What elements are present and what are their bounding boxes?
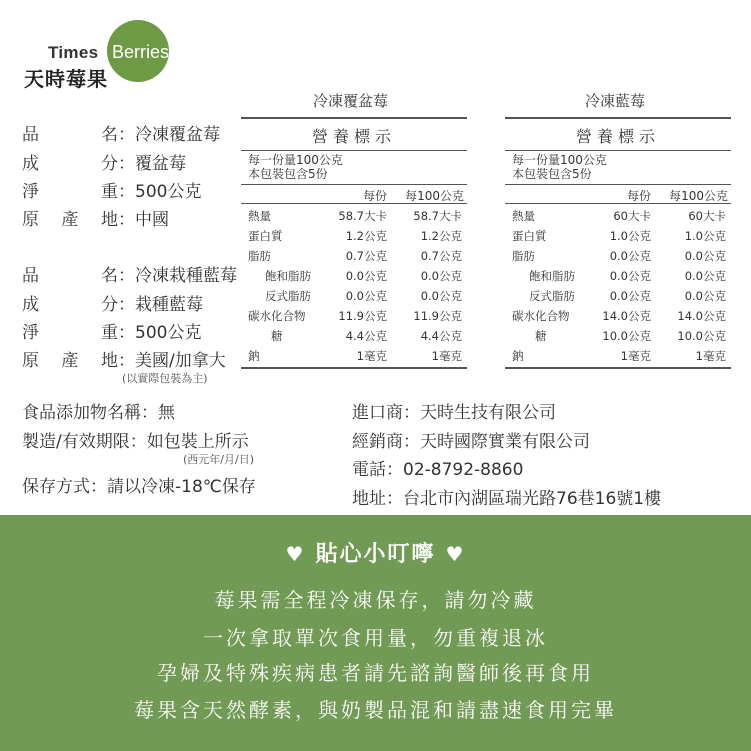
nutrient-value-per-100g: 0.0公克 (684, 249, 726, 263)
info-value: ：冷凍覆盆莓 (118, 125, 220, 145)
nutrient-name: 碳水化合物 (248, 309, 306, 323)
tip-line: 莓果含天然酵素，與奶製品混和請盡速食用完畢 (134, 698, 617, 722)
table-rule (505, 203, 731, 204)
nutrient-value-per-100g: 14.0公克 (677, 309, 726, 323)
table-rule (241, 150, 467, 151)
info-label: 品名 (22, 125, 118, 145)
nutrient-value-per-serving: 1.0公克 (609, 229, 651, 243)
product1-origin-row (22, 205, 169, 230)
nutrient-value-per-100g: 0.0公克 (684, 269, 726, 283)
additives-text: 食品添加物名稱：無 (22, 403, 175, 423)
nutrient-value-per-100g: 0.7公克 (420, 249, 462, 263)
nutrition-row (241, 286, 467, 305)
nutrient-value-per-serving: 4.4公克 (345, 329, 387, 343)
table-rule (505, 117, 731, 119)
nutrient-value-per-100g: 11.9公克 (413, 309, 462, 323)
table-rule (241, 367, 467, 369)
nutrition-row (241, 246, 467, 265)
info-label: 成分 (22, 295, 118, 315)
nutrient-value-per-100g: 4.4公克 (420, 329, 462, 343)
phone-text: 電話：02-8792-8860 (352, 460, 524, 480)
nutrient-name: 糖 (535, 329, 547, 343)
product2-name-row (22, 261, 237, 286)
nutrition-row (241, 346, 467, 365)
table1-product-title: 冷凍覆盆莓 (313, 92, 389, 110)
info-label: 品名 (22, 266, 118, 286)
nutrient-name: 反式脂肪 (529, 289, 575, 303)
nutrition-row (505, 346, 731, 365)
nutrition-row (505, 226, 731, 245)
heart-icon: ♥ (285, 542, 306, 566)
nutrient-value-per-serving: 0.0公克 (609, 269, 651, 283)
product1-name-row (22, 120, 220, 145)
nutrient-value-per-serving: 0.0公克 (345, 289, 387, 303)
nutrient-name: 飽和脂肪 (265, 269, 311, 283)
serving-size: 每一份量100公克 (248, 153, 343, 167)
tips-title: 貼心小叮嚀 (315, 542, 436, 567)
tip-line: 莓果需全程冷凍保存，請勿冷藏 (214, 588, 537, 612)
expiry-format-note: (西元年/月/日) (183, 453, 254, 466)
nutrition-row (505, 246, 731, 265)
nutrient-value-per-100g: 0.0公克 (684, 289, 726, 303)
nutrient-value-per-serving: 1毫克 (620, 349, 651, 363)
nutrient-name: 熱量 (512, 209, 535, 223)
column-per-serving: 每份 (626, 189, 651, 203)
table2-product-title: 冷凍藍莓 (585, 92, 646, 110)
nutrient-name: 脂肪 (512, 249, 535, 263)
table-rule (505, 184, 731, 185)
nutrition-row (505, 306, 731, 325)
info-value: ：覆盆莓 (118, 154, 186, 174)
nutrient-value-per-serving: 58.7大卡 (338, 209, 387, 223)
nutrient-name: 飽和脂肪 (529, 269, 575, 283)
package-note: (以實際包裝為主) (122, 372, 208, 385)
info-value: ：500公克 (118, 182, 202, 202)
nutrition-row (505, 206, 731, 225)
storage-text: 保存方式：請以冷凍-18℃保存 (22, 477, 256, 497)
info-label: 成分 (22, 154, 118, 174)
column-per-100g: 每100公克 (405, 189, 464, 203)
nutrition-row (241, 326, 467, 345)
nutrient-value-per-100g: 0.0公克 (420, 289, 462, 303)
nutrition-row (505, 326, 731, 345)
distributor-text: 經銷商：天時國際實業有限公司 (352, 432, 590, 452)
nutrition-row (241, 226, 467, 245)
nutrient-value-per-100g: 1.0公克 (684, 229, 726, 243)
table-rule (241, 203, 467, 204)
nutrient-value-per-100g: 58.7大卡 (413, 209, 462, 223)
nutrient-value-per-serving: 14.0公克 (602, 309, 651, 323)
product2-origin-row (22, 346, 226, 371)
nutrient-name: 碳水化合物 (512, 309, 570, 323)
info-value: ：中國 (118, 210, 169, 230)
nutrient-value-per-serving: 0.0公克 (609, 289, 651, 303)
nutrient-value-per-serving: 11.9公克 (338, 309, 387, 323)
nutrient-value-per-100g: 1毫克 (431, 349, 462, 363)
nutrient-value-per-100g: 0.0公克 (420, 269, 462, 283)
info-label: 原產地 (22, 351, 118, 371)
info-label: 原產地 (22, 210, 118, 230)
nutrient-value-per-100g: 60大卡 (688, 209, 726, 223)
nutrient-name: 蛋白質 (248, 229, 283, 243)
heart-icon: ♥ (445, 542, 466, 566)
info-value: ：500公克 (118, 323, 202, 343)
table-rule (505, 150, 731, 151)
tips-title-row (0, 537, 751, 568)
product2-weight-row (22, 318, 201, 343)
servings-per-pack: 本包裝包含5份 (512, 167, 592, 181)
product2-ingredient-row (22, 290, 203, 315)
nutrition-row (241, 266, 467, 285)
tip-line: 孕婦及特殊疾病患者請先諮詢醫師後再食用 (157, 661, 594, 685)
product1-ingredient-row (22, 149, 186, 174)
tip-line: 一次拿取單次食用量，勿重複退冰 (203, 626, 548, 650)
table-rule (241, 184, 467, 185)
nutrient-name: 蛋白質 (512, 229, 547, 243)
column-per-100g: 每100公克 (669, 189, 728, 203)
importer-text: 進口商：天時生技有限公司 (352, 403, 556, 423)
table-rule (241, 117, 467, 119)
servings-per-pack: 本包裝包含5份 (248, 167, 328, 181)
column-per-serving: 每份 (362, 189, 387, 203)
nutrition-row (241, 206, 467, 225)
nutrient-name: 鈉 (248, 349, 260, 363)
nutrient-value-per-100g: 10.0公克 (677, 329, 726, 343)
nutrition-row (505, 266, 731, 285)
serving-size: 每一份量100公克 (512, 153, 607, 167)
nutrient-value-per-serving: 1.2公克 (345, 229, 387, 243)
nutrient-value-per-serving: 0.0公克 (609, 249, 651, 263)
nutrient-value-per-serving: 1毫克 (356, 349, 387, 363)
nutrient-name: 鈉 (512, 349, 524, 363)
nutrient-value-per-100g: 1毫克 (695, 349, 726, 363)
nutrition-row (241, 306, 467, 325)
logo-berries-text: Berries (112, 42, 170, 62)
nutrient-name: 脂肪 (248, 249, 271, 263)
info-value: ：栽種藍莓 (118, 295, 203, 315)
nutrition-row (505, 286, 731, 305)
nutrient-value-per-serving: 60大卡 (613, 209, 651, 223)
nutrition-heading: 營養標示 (311, 127, 396, 146)
nutrient-value-per-serving: 0.0公克 (345, 269, 387, 283)
nutrient-value-per-serving: 0.7公克 (345, 249, 387, 263)
table-rule (505, 367, 731, 369)
expiry-text: 製造/有效期限：如包裝上所示 (22, 432, 249, 452)
info-label: 淨重 (22, 182, 118, 202)
address-text: 地址：台北市內湖區瑞光路76巷16號1樓 (352, 489, 662, 509)
logo-chinese-name: 天時莓果 (24, 67, 108, 91)
nutrition-heading: 營養標示 (575, 127, 660, 146)
info-value: ：冷凍栽種藍莓 (118, 266, 237, 286)
info-label: 淨重 (22, 323, 118, 343)
nutrient-name: 糖 (271, 329, 283, 343)
nutrient-value-per-100g: 1.2公克 (420, 229, 462, 243)
nutrient-name: 熱量 (248, 209, 271, 223)
nutrient-value-per-serving: 10.0公克 (602, 329, 651, 343)
nutrient-name: 反式脂肪 (265, 289, 311, 303)
info-value: ：美國/加拿大 (118, 351, 226, 371)
logo-times-text: Times (48, 43, 99, 62)
product1-weight-row (22, 177, 201, 202)
